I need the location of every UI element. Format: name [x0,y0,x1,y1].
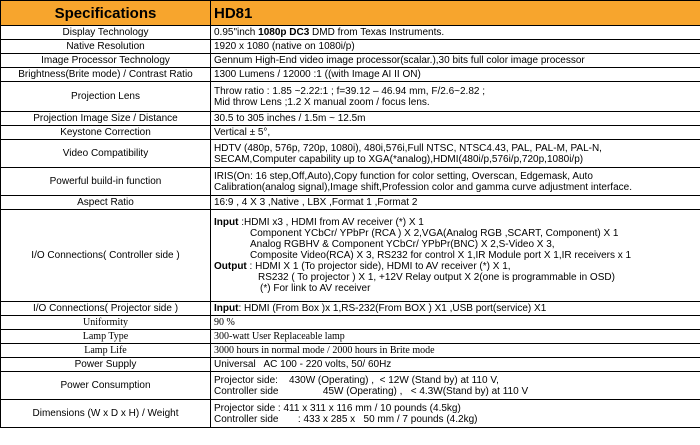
row-value-aspect: 16:9 , 4 X 3 ,Native , LBX ,Format 1 ,Format 2 [211,196,700,210]
row-label-lamp-life: Lamp Life [1,344,211,358]
row-value-function [211,168,700,196]
row-label-function: Powerful build-in function [1,168,211,196]
row-value-uniformity: 90 % [211,316,700,330]
row-label-io-controller: I/O Connections( Controller side ) [1,210,211,302]
table-row [1,40,700,54]
row-value-native: 1920 x 1080 (native on 1080i/p) [211,40,700,54]
row-value-brightness: 1300 Lumens / 12000 :1 ((with Image AI II ON) [211,68,700,82]
function-line: Calibration(analog signal),Image shift,Profession color and gamma curve adjustment interface. [214,181,632,193]
row-value-lamp-type: 300-watt User Replaceable lamp [211,330,700,344]
row-label-brightness: Brightness(Brite mode) / Contrast Ratio [1,68,211,82]
io-input-label: Input [214,217,239,228]
io-projector-value: : HDMI (From Box )x 1,RS-232(From BOX ) X1 ,USB port(service) X1 [238,303,547,314]
row-label-processor: Image Processor Technology [1,54,211,68]
row-value-dimensions [211,400,700,428]
header-model: HD81 [211,1,700,26]
io-input-line: Composite Video(RCA) X 3, RS232 for control X 1,IR Module port X 1,IR receivers x 1 [250,250,632,261]
table-row [1,112,700,126]
io-input-line: Analog RGBHV & Component YCbCr/ YPbPr(BNC) X 2,S-Video X 3, [250,239,555,250]
row-label-lens: Projection Lens [1,82,211,112]
row-value-lamp-life: 3000 hours in normal mode / 2000 hours in Brite mode [211,344,700,358]
row-label-size: Projection Image Size / Distance [1,112,211,126]
dimensions-line: Controller side : 433 x 285 x 50 mm / 7 pounds (4.2kg) [214,413,478,425]
row-value-consumption [211,372,700,400]
row-value-size: 30.5 to 305 inches / 1.5m ~ 12.5m [211,112,700,126]
lens-line: Mid throw Lens ;1.2 X manual zoom / focus lens. [214,96,430,108]
row-value-power: Universal AC 100 - 220 volts, 50/ 60Hz [211,358,700,372]
header-specifications: Specifications [1,1,211,26]
table-row [1,54,700,68]
row-value-io-controller [211,210,700,302]
row-label-dimensions: Dimensions (W x D x H) / Weight [1,400,211,428]
table-row [1,196,700,210]
display-text-end: DMD from Texas Instruments. [309,27,445,38]
display-bold-text: 1080p DC3 [258,27,310,38]
function-line: IRIS(On: 16 step,Off,Auto),Copy function for color setting, Overscan, Edgemask, Auto [214,170,593,182]
table-row [1,140,700,168]
row-label-lamp-type: Lamp Type [1,330,211,344]
row-value-io-projector [211,302,700,316]
table-row [1,400,700,428]
video-line: HDTV (480p, 576p, 720p, 1080i), 480i,576i,Full NTSC, NTSC4.43, PAL, PAL-M, PAL-N, [214,142,602,154]
table-row [1,82,700,112]
io-input-first: :HDMI x3 , HDMI from AV receiver (*) X 1 [238,217,424,228]
io-output-line: RS232 ( To projector ) X 1, +12V Relay output X 2(one is programmable in OSD) [258,272,615,283]
io-input-line: Component YCbCr/ YPbPr (RCA ) X 2,VGA(Analog RGB ,SCART, Component) X 1 [250,228,619,239]
table-row [1,26,700,40]
table-row [1,68,700,82]
table-row [1,168,700,196]
row-value-video [211,140,700,168]
row-label-keystone: Keystone Correction [1,126,211,140]
table-row [1,210,700,302]
video-line: SECAM,Computer capability up to XGA(*analog),HDMI(480i/p,576i/p,720p,1080i/p) [214,153,584,165]
io-output-first: : HDMI X 1 (To projector side), HDMI to AV receiver (*) X 1, [246,261,511,272]
io-projector-input-label: Input [214,303,239,314]
display-text: 0.95"inch [214,27,259,38]
io-output-line: (*) For link to AV receiver [260,283,371,294]
dimensions-line: Projector side : 411 x 311 x 116 mm / 10 pounds (4.5kg) [214,402,461,414]
io-output-label: Output [214,261,247,272]
io-input-line [214,217,697,228]
table-row [1,372,700,400]
table-header-row [1,1,700,26]
row-label-uniformity: Uniformity [1,316,211,330]
row-label-native: Native Resolution [1,40,211,54]
table-row [1,316,700,330]
row-label-video: Video Compatibility [1,140,211,168]
consumption-line: Controller side 45W (Operating) , < 4.3W(Stand by) at 110 V [214,385,529,397]
table-row [1,330,700,344]
lens-line: Throw ratio : 1.85 ~2.22:1 ; f=39.12 – 46.94 mm, F/2.6~2.82 ; [214,85,485,97]
row-label-consumption: Power Consumption [1,372,211,400]
row-label-display: Display Technology [1,26,211,40]
table-row [1,302,700,316]
row-value-display [211,26,700,40]
row-label-io-projector: I/O Connections( Projector side ) [1,302,211,316]
io-output-line [214,261,697,272]
row-value-processor: Gennum High-End video image processor(scalar.),30 bits full color image processor [211,54,700,68]
row-label-aspect: Aspect Ratio [1,196,211,210]
row-label-power: Power Supply [1,358,211,372]
table-row [1,126,700,140]
table-row [1,344,700,358]
row-value-lens [211,82,700,112]
row-value-keystone: Vertical ± 5°, [211,126,700,140]
table-row [1,358,700,372]
consumption-line: Projector side: 430W (Operating) , < 12W (Stand by) at 110 V, [214,374,499,386]
